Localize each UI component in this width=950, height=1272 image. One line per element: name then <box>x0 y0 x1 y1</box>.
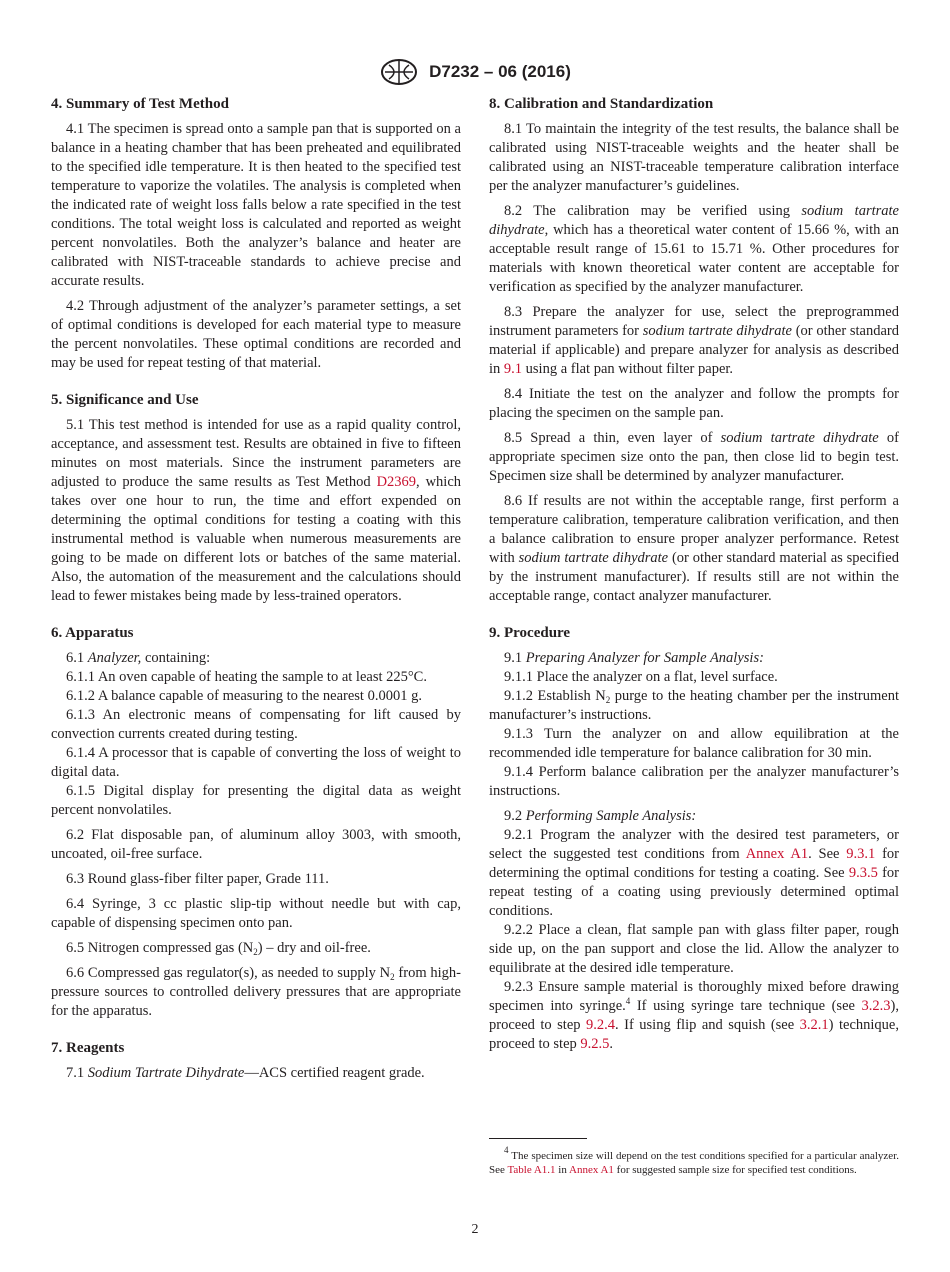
page-number: 2 <box>471 1222 479 1237</box>
paragraph-9-1-1: 9.1.1 Place the analyzer on a flat, level surface. <box>504 669 778 685</box>
text: 9.2.3 Ensure sample material is thoroughly mixed before drawing specimen into syringe. <box>489 979 899 1014</box>
link-9-2-5[interactable]: 9.2.5 <box>580 1036 610 1052</box>
section-9 <box>489 624 899 1054</box>
link-d2369[interactable]: D2369 <box>376 474 417 490</box>
text: ) technique, proceed to step <box>489 1017 899 1052</box>
text: (or other standard material as specified by the instrument manufacturer). If results still are not within the acceptable range, contact analyzer manufacturer. <box>489 550 899 604</box>
subscript: 2 <box>605 695 611 705</box>
text: . See <box>808 846 847 862</box>
left-column <box>51 95 461 1083</box>
paragraph-6-4: 6.4 Syringe, 3 cc plastic slip-tip without needle but with cap, capable of dispensing specimen onto pan. <box>51 896 461 931</box>
text: 9.2.1 Program the analyzer with the desired test parameters, or select the suggested test conditions from <box>489 827 899 862</box>
paragraph-9-1-4: 9.1.4 Perform balance calibration per the analyzer manufacturer’s instructions. <box>489 764 899 799</box>
paragraph-6-2: 6.2 Flat disposable pan, of aluminum alloy 3003, with smooth, uncoated, oil-free surface. <box>51 827 461 862</box>
italic-text: sodium tartrate dihydrate <box>720 430 879 446</box>
footnote-marker: 4 <box>504 1145 509 1155</box>
paragraph-9-1-2 <box>489 687 899 725</box>
text: If using syringe tare technique (see <box>630 998 862 1014</box>
text: 8.2 The calibration may be verified using <box>504 203 802 219</box>
text: , which has a theoretical water content of 15.66 %, with an acceptable result range of 15.61 to 15.71 %. Other procedures for materials with known theoretical water content are acceptable for verification as specified by the analyzer manufacturer. <box>489 222 899 295</box>
subscript: 2 <box>253 947 258 957</box>
section-heading: 7. Reagents <box>51 1040 125 1056</box>
paragraph-6-5 <box>51 939 461 958</box>
text: 5.1 This test method is intended for use as a rapid quality control, acceptance, and assessment test. Results are obtained in five to fifteen minutes on most materials. Since the instrument parameters are adjusted to produce the same results as Test Method <box>51 417 461 490</box>
link-3-2-3[interactable]: 3.2.3 <box>861 998 891 1014</box>
paragraph-6-3: 6.3 Round glass-fiber filter paper, Grade 111. <box>66 871 329 887</box>
paragraph-8-1: 8.1 To maintain the integrity of the test results, the balance shall be calibrated using NIST-traceable weights and the heater shall be calibrated using an NIST-traceable temperature calibration interface per the analyzer manufacturer’s guidelines. <box>489 121 899 194</box>
paragraph-8-3 <box>489 303 899 379</box>
page-header <box>0 58 950 86</box>
footnote-rule <box>489 1138 587 1139</box>
text: The specimen size will depend on the test conditions specified for a particular analyzer. See <box>489 1150 899 1176</box>
text: containing: <box>141 650 211 666</box>
text: 8.6 If results are not within the acceptable range, first perform a temperature calibration, temperature calibration verification, and then a balance calibration to ensure proper analyzer performance. Retest with <box>489 493 899 566</box>
text: of appropriate specimen size onto the pan, then close lid to begin test. Specimen size shall be determined by analyzer manufacturer. <box>489 430 899 484</box>
link-3-2-1[interactable]: 3.2.1 <box>799 1017 829 1033</box>
link-9-2-4[interactable]: 9.2.4 <box>586 1017 616 1033</box>
paragraph-8-6 <box>489 492 899 606</box>
text: . If using flip and squish (see <box>615 1017 800 1033</box>
paragraph-9-1-3: 9.1.3 Turn the analyzer on and allow equilibration at the recommended idle temperature for balance calibration for 30 min. <box>489 726 899 761</box>
text: ), proceed to step <box>489 998 899 1033</box>
section-4 <box>51 95 461 373</box>
paragraph-9-2 <box>489 807 899 826</box>
astm-logo-icon <box>379 58 419 86</box>
italic-text: Sodium Tartrate Dihydrate <box>87 1065 245 1081</box>
paragraph-6-1-1: 6.1.1 An oven capable of heating the sample to at least 225°C. <box>66 669 427 685</box>
text: in <box>555 1164 569 1176</box>
right-column <box>489 95 899 1054</box>
paragraph-4-1: 4.1 The specimen is spread onto a sample pan that is supported on a balance in a heating chamber that has been preheated and equilibrated to the specified idle temperature. It is then heated to the specified test temperature to vaporize the volatiles. The analysis is completed when the indicated rate of weight loss falls below a rate specified in the test conditions. The total weight loss is calculated and reported as weight percent nonvolatiles. Both the analyzer’s balance and heater are calibrated with NIST-traceable standards to achieve precise and accurate results. <box>51 121 461 289</box>
text: 7.1 <box>66 1065 88 1081</box>
section-7 <box>51 1039 461 1083</box>
subscript: 2 <box>390 972 395 982</box>
paragraph-4-2: 4.2 Through adjustment of the analyzer’s parameter settings, a set of optimal conditions is developed for each material type to measure the percent nonvolatiles. These optimal conditions are recorded and may be used for repeat testing of that material. <box>51 298 461 371</box>
text: ) – dry and oil-free. <box>257 940 371 956</box>
link-9-3-1[interactable]: 9.3.1 <box>846 846 876 862</box>
section-heading: 5. Significance and Use <box>51 392 199 408</box>
paragraph-6-6 <box>51 964 461 1021</box>
text: , which takes over one hour to run, the time and effort expended on determining the optimal conditions for testing a coating with this instrumental method is valuable when numerous measurements are going to be made on different lots or batches of the same material. Also, the automation of the measurement and the calculations should lead to fewer mistakes being made by less-trained operators. <box>51 474 461 604</box>
text: 6.5 Nitrogen compressed gas (N <box>66 940 254 956</box>
paragraph-9-2-2: 9.2.2 Place a clean, flat sample pan with glass filter paper, rough side up, on the pan support and close the lid. Allow the analyzer to equilibrate at the desired idle temperature. <box>489 922 899 976</box>
paragraph-6-1-4: 6.1.4 A processor that is capable of converting the loss of weight to digital data. <box>51 745 461 780</box>
text: from high-pressure sources to controlled delivery pressures that are appropriate for the apparatus. <box>51 965 461 1019</box>
paragraph-6-1-2: 6.1.2 A balance capable of measuring to the nearest 0.0001 g. <box>66 688 422 704</box>
text: 9.1 <box>504 650 526 666</box>
text: for determining the optimal conditions for testing a coating. See <box>489 846 899 881</box>
paragraph-5-1 <box>51 416 461 606</box>
italic-text: Performing Sample Analysis: <box>525 808 697 824</box>
section-heading: 6. Apparatus <box>51 625 134 641</box>
text: 6.6 Compressed gas regulator(s), as needed to supply N <box>66 965 391 981</box>
section-heading: 4. Summary of Test Method <box>51 96 229 112</box>
link-table-a1-1[interactable]: Table A1.1 <box>507 1164 556 1176</box>
link-annex-a1[interactable]: Annex A1 <box>745 846 809 862</box>
section-heading: 8. Calibration and Standardization <box>489 96 714 112</box>
footnote-marker: 4 <box>625 996 631 1006</box>
paragraph-8-2 <box>489 202 899 297</box>
italic-text: Preparing Analyzer for Sample Analysis: <box>525 650 764 666</box>
link-9-1[interactable]: 9.1 <box>503 361 523 377</box>
paragraph-8-4: 8.4 Initiate the test on the analyzer and follow the prompts for placing the specimen on the sample pan. <box>489 386 899 421</box>
text: (or other standard material if applicable) and prepare analyzer for analysis as described in <box>489 323 900 377</box>
italic-text: sodium tartrate dihydrate <box>489 203 899 238</box>
text: . <box>609 1036 614 1052</box>
paragraph-8-5 <box>489 429 899 486</box>
paragraph-6-1-5: 6.1.5 Digital display for presenting the digital data as weight percent nonvolatiles. <box>51 783 461 818</box>
section-5 <box>51 391 461 606</box>
text: 8.3 Prepare the analyzer for use, select the preprogrammed instrument parameters for <box>489 304 899 339</box>
text: 6.1 <box>66 650 88 666</box>
text: —ACS certified reagent grade. <box>244 1065 425 1081</box>
link-9-3-5[interactable]: 9.3.5 <box>848 865 878 881</box>
text: for repeat testing of a coating using previously determined optimal conditions. <box>489 865 899 919</box>
paragraph-6-1 <box>51 649 461 668</box>
italic-text: Analyzer, <box>87 650 142 666</box>
section-6 <box>51 624 461 1021</box>
text: for suggested sample size for specified test conditions. <box>613 1164 857 1176</box>
section-heading: 9. Procedure <box>489 625 571 641</box>
text: 9.1.2 Establish N <box>504 688 606 704</box>
paragraph-9-2-3 <box>489 978 899 1054</box>
standard-designation: D7232 – 06 (2016) <box>429 62 571 81</box>
text: 9.2 <box>504 808 526 824</box>
footnote <box>489 1145 899 1177</box>
footnote-4 <box>489 1145 899 1177</box>
italic-text: sodium tartrate dihydrate <box>518 550 669 566</box>
paragraph-6-1-3: 6.1.3 An electronic means of compensating for lift caused by convection currents created during testing. <box>51 707 461 742</box>
paragraph-7-1 <box>51 1064 461 1083</box>
text: 8.5 Spread a thin, even layer of <box>504 430 721 446</box>
paragraph-9-1 <box>489 649 899 668</box>
paragraph-9-2-1 <box>489 826 899 921</box>
link-annex-a1[interactable]: Annex A1 <box>569 1164 614 1176</box>
text: purge to the heating chamber per the instrument manufacturer’s instructions. <box>489 688 900 723</box>
text: using a flat pan without filter paper. <box>522 361 734 377</box>
section-8 <box>489 95 899 606</box>
italic-text: sodium tartrate dihydrate <box>642 323 792 339</box>
